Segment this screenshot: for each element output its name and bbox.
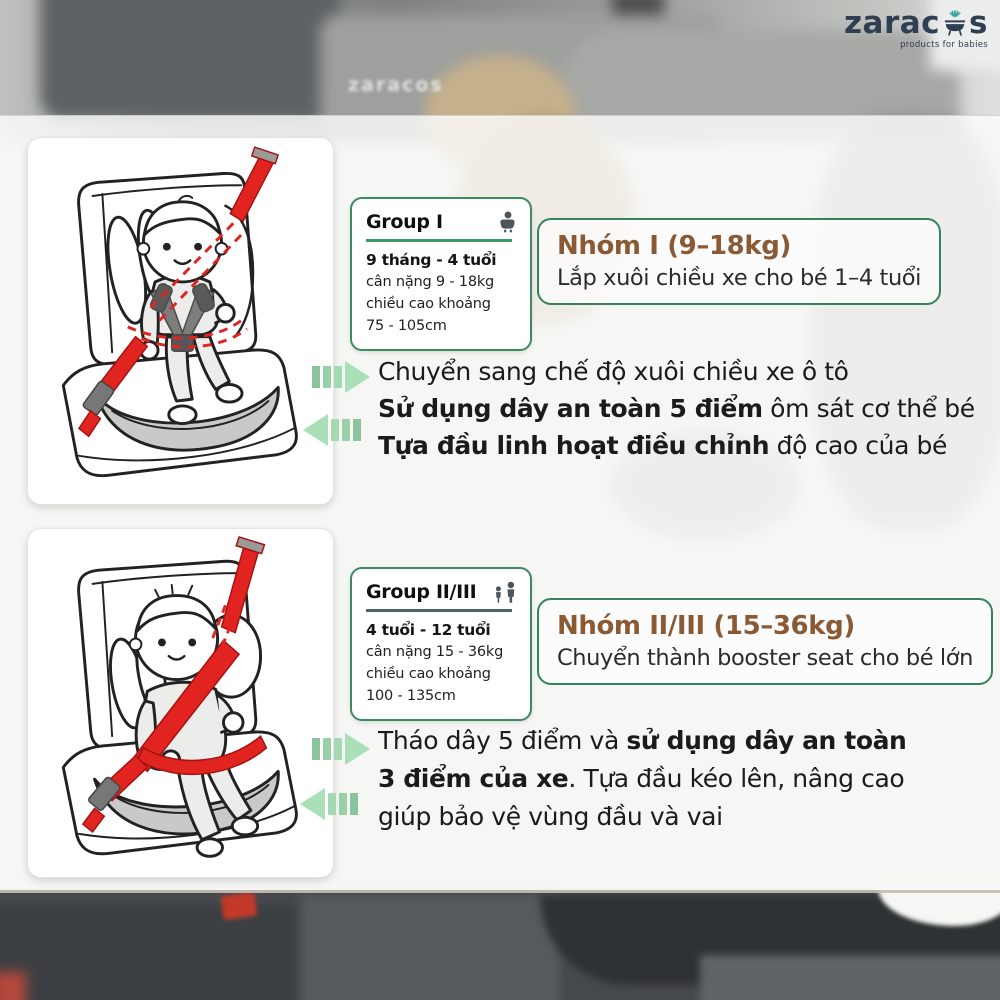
note-line: giúp bảo vệ vùng đầu và vai <box>378 802 723 831</box>
note-line: Sử dụng dây an toàn 5 điểm ôm sát cơ thể bé <box>378 394 975 423</box>
arrow-left-icon <box>303 414 364 446</box>
group1-callout-box <box>537 218 941 305</box>
seat-watermark-text: zaracos <box>348 74 444 96</box>
children-icon <box>491 580 521 610</box>
arrow-right-icon <box>312 733 370 765</box>
arrow-left-icon <box>300 788 361 820</box>
red-belt-buckle-photo <box>220 892 257 920</box>
brand-logo <box>844 5 988 50</box>
note-line: Tháo dây 5 điểm và sử dụng dây an toàn <box>378 726 907 755</box>
group2-illustration-panel <box>27 528 334 878</box>
group1-carseat-drawing <box>34 144 327 498</box>
red-corner-blur <box>0 972 26 1000</box>
group1-weight: cân nặng 9 - 18kg <box>366 274 495 290</box>
arrow-right-icon <box>312 361 370 393</box>
bassinet-icon <box>942 9 968 36</box>
group2-callout-box <box>537 598 993 685</box>
note-line: Tựa đầu linh hoạt điều chỉnh độ cao của bé <box>378 431 948 460</box>
bottom-seat-middle <box>300 895 560 1000</box>
group2-title: Group II/III <box>366 581 477 603</box>
group1-underline <box>366 239 512 242</box>
group1-spec-card <box>350 197 532 351</box>
group1-height-label: chiều cao khoảng <box>366 295 491 312</box>
group1-callout-heading: Nhóm I (9–18kg) <box>557 231 791 261</box>
group2-age-range: 4 tuổi - 12 tuổi <box>366 621 491 639</box>
group1-illustration-panel <box>27 137 334 505</box>
group1-title: Group I <box>366 211 443 233</box>
note-line: 3 điểm của xe. Tựa đầu kéo lên, nâng cao <box>378 764 905 793</box>
logo-text-post: s <box>969 5 988 41</box>
group1-notes <box>378 353 975 464</box>
group1-height-range: 75 - 105cm <box>366 317 447 334</box>
group2-height-range: 100 - 135cm <box>366 687 456 704</box>
group2-notes <box>378 722 906 836</box>
group2-booster-drawing <box>34 535 327 871</box>
brand-logo-text <box>844 5 988 41</box>
group1-callout-subheading: Lắp xuôi chiều xe cho bé 1–4 tuổi <box>557 265 922 291</box>
baby-icon <box>495 210 521 240</box>
logo-text-pre: zarac <box>844 5 941 41</box>
car-headrest <box>40 0 340 120</box>
group2-callout-heading: Nhóm II/III (15–36kg) <box>557 611 855 641</box>
group2-weight: cân nặng 15 - 36kg <box>366 644 504 660</box>
brand-tagline: products for babies <box>900 40 988 50</box>
group2-height-label: chiều cao khoảng <box>366 665 491 682</box>
group2-callout-subheading: Chuyển thành booster seat cho bé lớn <box>557 645 973 671</box>
bottom-seat-right <box>700 955 1000 1000</box>
group1-age-range: 9 tháng - 4 tuổi <box>366 251 497 269</box>
group2-spec-card <box>350 567 532 721</box>
note-line: Chuyển sang chế độ xuôi chiều xe ô tô <box>378 357 849 386</box>
